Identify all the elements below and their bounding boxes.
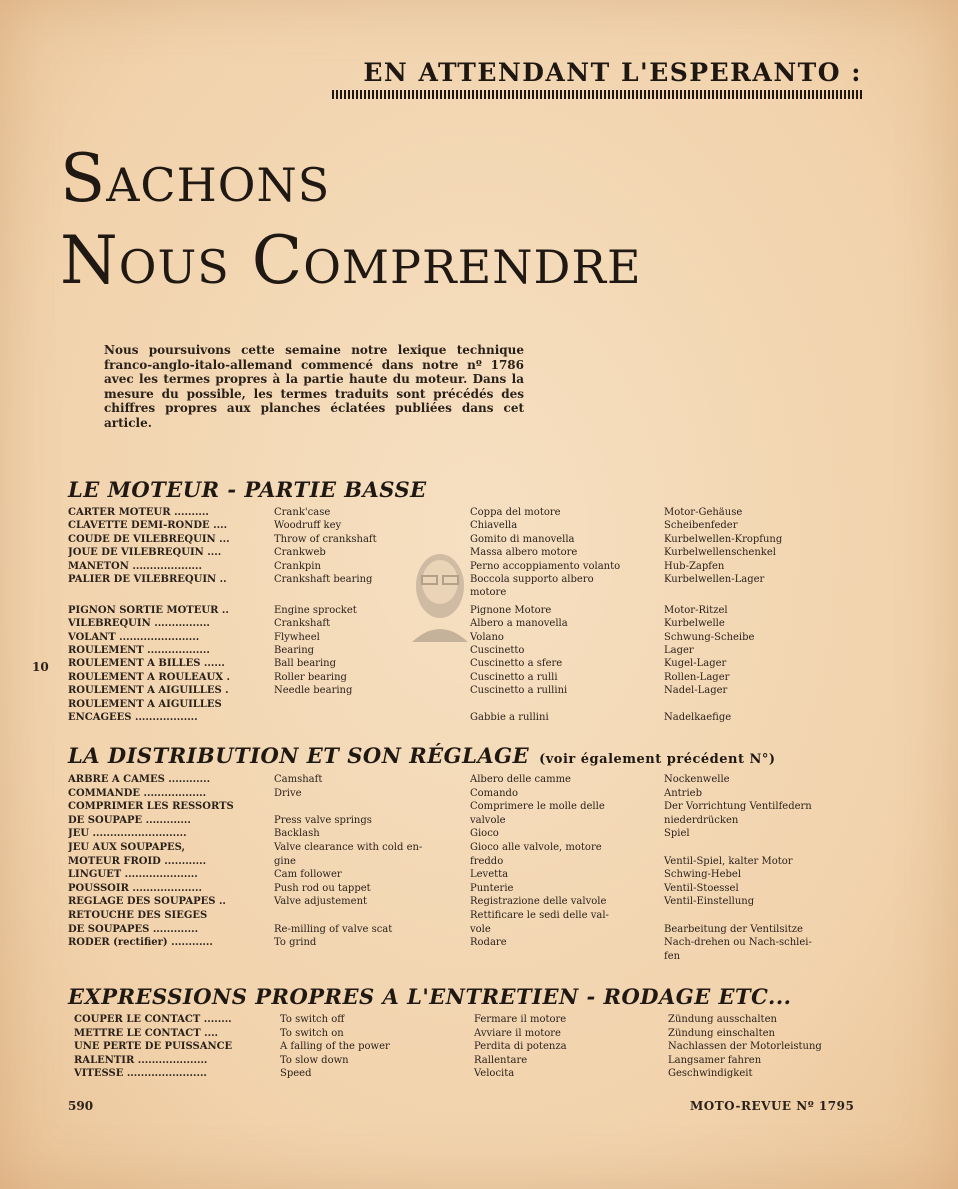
cell-fr: JOUE DE VILEBREQUIN .... [68,547,222,559]
cell-it: Gabbie a rullini [470,712,549,723]
cell-it: Massa albero motore [470,547,578,559]
cell-it: Rodare [470,937,507,949]
cell-en: Roller bearing [274,671,347,683]
headline-rule [332,90,862,99]
table-row [0,644,958,657]
cell-fr: COMPRIMER LES RESSORTS [68,801,234,813]
cell-en: Drive [274,787,302,799]
table-row [0,1067,958,1080]
cell-en: Re-milling of valve scat [274,923,393,935]
cell-de: Nadelkaefige [664,712,732,723]
cell-en: Crankweb [274,547,326,559]
cell-it: Cuscinetto a rullini [470,685,568,697]
cell-fr: JEU AUX SOUPAPES, [68,842,185,853]
table-row [0,841,958,854]
cell-de: Hub-Zapfen [664,560,725,572]
table-row [0,546,958,559]
table-row [0,868,958,881]
cell-en: Needle bearing [274,685,353,697]
cell-it: motore [470,587,507,599]
cell-fr: ROULEMENT A AIGUILLES [68,698,222,710]
section-title-entretien [68,984,791,1009]
table-row [0,698,958,711]
table-row [0,506,958,519]
cell-it: Chiavella [470,520,518,532]
cell-fr: COMMANDE .................. [68,787,207,799]
cell-it: Albero a manovella [470,618,568,630]
table-row [0,1040,958,1053]
cell-it: Boccola supporto albero [470,574,594,585]
cell-it: Cuscinetto [470,645,525,656]
cell-de: Kurbelwellen-Kropfung [664,533,783,545]
cell-fr: VITESSE ....................... [74,1068,207,1080]
intro-paragraph: Nous poursuivons cette semaine notre lexique technique franco-anglo-italo-allemand commencé dans notre nº 1786 avec les termes propres à la partie haute du moteur. Dans la mesure du possible, les termes traduits sont précédés des chiffres propres aux planches éclatées publiées dans cet article. [104,343,524,430]
table-row [0,684,958,697]
cell-en: To slow down [280,1054,349,1066]
cell-de: Kurbelwellenschenkel [664,547,776,559]
cell-it: Albero delle camme [470,774,571,785]
cell-it: Comando [470,787,518,799]
table-row [0,1013,958,1026]
table-row [0,573,958,586]
section-title-text: LE MOTEUR - PARTIE BASSE [68,477,427,502]
cell-en: Woodruff key [274,520,342,532]
cell-fr: PIGNON SORTIE MOTEUR .. [68,604,229,616]
cell-fr: VOLANT ....................... [68,631,200,643]
cell-de: Ventil-Einstellung [664,896,755,908]
section-title-moteur [68,477,427,502]
cell-en: Flywheel [274,631,320,643]
cell-en: Crankpin [274,560,321,572]
table-row [0,711,958,724]
cell-de: Der Vorrichtung Ventilfedern [664,801,812,813]
cell-fr: DE SOUPAPES ............. [68,923,199,935]
cell-de: Schwung-Scheibe [664,631,755,643]
table-row [0,586,958,599]
cell-it: valvole [470,814,506,826]
cell-en: Crankshaft bearing [274,574,373,585]
cell-it: Fermare il motore [474,1014,567,1025]
cell-de: Lager [664,645,694,656]
cell-it: Registrazione delle valvole [470,896,607,908]
cell-it: Levetta [470,869,509,881]
margin-page-number: 10 [32,660,49,674]
cell-de: fen [664,950,681,962]
table-row [0,855,958,868]
cell-en: gine [274,855,296,867]
cell-it: Rallentare [474,1054,528,1066]
cell-de: Kurbelwellen-Lager [664,574,765,585]
footer-page-number: 590 [68,1099,94,1113]
cell-de: Schwing-Hebel [664,869,742,881]
cell-en: Cam follower [274,869,342,881]
cell-fr: ROULEMENT A ROULEAUX . [68,671,230,683]
cell-fr: ARBRE A CAMES ............ [68,774,211,785]
cell-en: To switch on [280,1027,344,1039]
cell-it: Velocita [474,1068,515,1080]
cell-fr: ROULEMENT A AIGUILLES . [68,685,229,697]
section-title-distribution [68,743,776,768]
cell-en: To grind [274,937,317,949]
cell-it: Perno accoppiamento volanto [470,560,621,572]
cell-it: Gioco alle valvole, motore [470,842,602,853]
cell-fr: RODER (rectifier) ............ [68,937,213,949]
cell-en: To switch off [280,1014,345,1025]
cell-en: Crank'case [274,507,331,518]
cell-en: A falling of the power [280,1041,390,1053]
cell-en: Valve adjustement [274,896,368,908]
table-row [0,1027,958,1040]
cell-fr: METTRE LE CONTACT .... [74,1027,219,1039]
cell-it: Rettificare le sedi delle val- [470,910,609,921]
cell-fr: RALENTIR .................... [74,1054,208,1066]
table-row [0,671,958,684]
cell-en: Crankshaft [274,618,331,630]
table-row [0,950,958,963]
table-row [0,895,958,908]
cell-it: Coppa del motore [470,507,561,518]
cell-it: Gomito di manovella [470,533,575,545]
cell-fr: MANETON .................... [68,560,202,572]
cell-de: niederdrücken [664,814,739,826]
cell-en: Backlash [274,828,320,840]
cell-de: Nach-drehen ou Nach-schlei- [664,937,812,949]
cell-fr: JEU ........................... [68,828,187,840]
cell-de: Ventil-Spiel, kalter Motor [664,855,793,867]
table-row [0,787,958,800]
table-row [0,909,958,922]
cell-fr: DE SOUPAPE ............. [68,814,191,826]
cell-fr: POUSSOIR .................... [68,882,202,894]
cell-en: Ball bearing [274,658,336,670]
cell-en: Camshaft [274,774,323,785]
cell-it: Avviare il motore [474,1027,561,1039]
cell-en: Press valve springs [274,814,372,826]
table-row [0,882,958,895]
cell-it: Pignone Motore [470,604,552,616]
cell-en: Valve clearance with cold en- [274,842,423,853]
cell-en: Bearing [274,645,315,656]
cell-fr: ENCAGEES .................. [68,712,198,723]
table-row [0,560,958,573]
cell-en: Speed [280,1068,312,1080]
cell-it: vole [470,923,491,935]
cell-fr: LINGUET ..................... [68,869,198,881]
cell-en: Throw of crankshaft [274,533,377,545]
section-title-text: EXPRESSIONS PROPRES A L'ENTRETIEN - RODAGE ETC... [68,984,792,1009]
cell-de: Kurbelwelle [664,618,725,630]
table-row [0,773,958,786]
table-row [0,604,958,617]
cell-fr: ROULEMENT A BILLES ...... [68,658,225,670]
cell-fr: MOTEUR FROID ............ [68,855,207,867]
table-row [0,923,958,936]
cell-de: Rollen-Lager [664,671,730,683]
cell-de: Langsamer fahren [668,1054,762,1066]
cell-fr: CLAVETTE DEMI-RONDE .... [68,520,228,532]
title-line-1: Sachons [60,140,331,217]
cell-fr: ROULEMENT .................. [68,645,210,656]
cell-fr: COUPER LE CONTACT ........ [74,1014,232,1025]
headline: EN ATTENDANT L'ESPERANTO : [363,58,862,87]
table-row [0,936,958,949]
cell-it: Gioco [470,828,499,840]
cell-de: Scheibenfeder [664,520,738,532]
cell-de: Spiel [664,828,690,840]
cell-fr: VILEBREQUIN ................ [68,618,210,630]
title-line-2: Nous Comprendre [60,222,642,299]
cell-de: Geschwindigkeit [668,1068,753,1080]
cell-de: Nockenwelle [664,774,730,785]
cell-de: Motor-Ritzel [664,604,728,616]
table-row [0,617,958,630]
cell-de: Ventil-Stoessel [664,882,739,894]
cell-fr: REGLAGE DES SOUPAPES .. [68,896,226,908]
cell-it: Perdita di potenza [474,1041,567,1053]
cell-it: Comprimere le molle delle [470,801,605,813]
footer-magazine: MOTO-REVUE Nº 1795 [690,1099,855,1113]
section-title-text: LA DISTRIBUTION ET SON RÉGLAGE [68,743,530,768]
cell-en: Push rod ou tappet [274,882,371,894]
cell-en: Engine sprocket [274,604,357,616]
table-row [0,533,958,546]
table-row [0,814,958,827]
cell-fr: PALIER DE VILEBREQUIN .. [68,574,227,585]
cell-de: Nadel-Lager [664,685,728,697]
table-row [0,827,958,840]
section-note: (voir également précédent N°) [539,752,776,767]
cell-fr: RETOUCHE DES SIEGES [68,910,208,921]
cell-it: Volano [470,631,504,643]
table-row [0,1054,958,1067]
cell-it: freddo [470,855,504,867]
cell-it: Cuscinetto a rulli [470,671,558,683]
cell-fr: CARTER MOTEUR .......... [68,507,209,518]
cell-de: Antrieb [664,787,702,799]
cell-fr: UNE PERTE DE PUISSANCE [74,1041,233,1053]
cell-de: Zündung einschalten [668,1027,775,1039]
cell-it: Cuscinetto a sfere [470,658,563,670]
cell-it: Punterie [470,882,514,894]
cell-de: Kugel-Lager [664,658,727,670]
table-row [0,800,958,813]
cell-de: Nachlassen der Motorleistung [668,1041,822,1053]
cell-de: Motor-Gehäuse [664,507,743,518]
headline-block [332,58,862,99]
table-row [0,519,958,532]
cell-fr: COUDE DE VILEBREQUIN ... [68,533,230,545]
table-row [0,657,958,670]
table-row [0,631,958,644]
cell-de: Bearbeitung der Ventilsitze [664,923,803,935]
cell-de: Zündung ausschalten [668,1014,777,1025]
